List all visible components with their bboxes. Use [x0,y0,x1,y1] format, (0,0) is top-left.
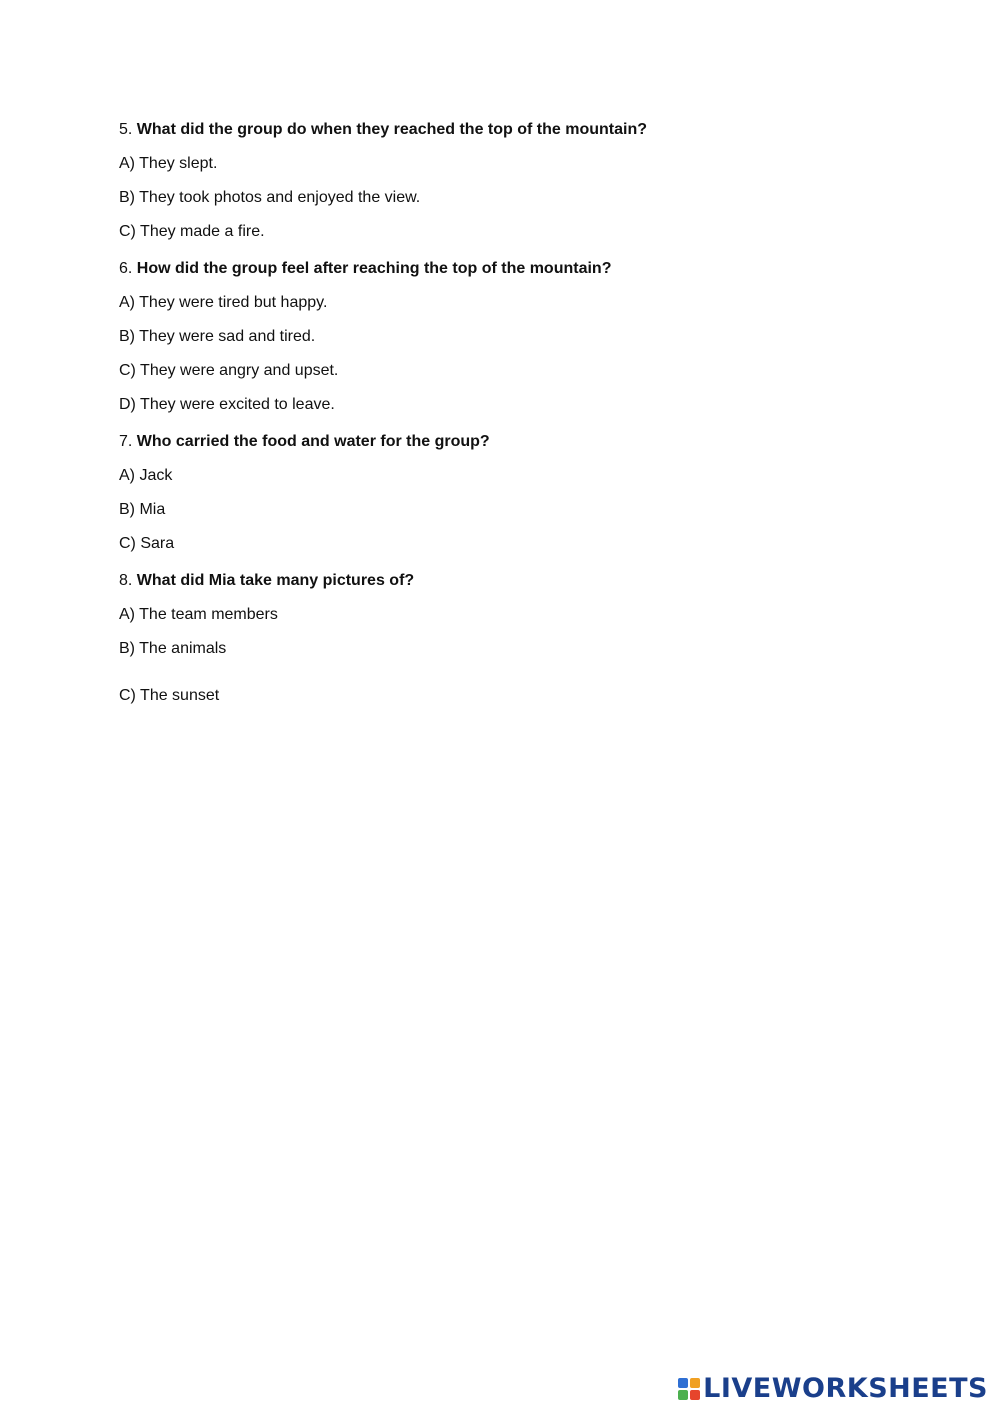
option-b: B) They took photos and enjoyed the view. [119,189,421,206]
question-text: What did Mia take many pictures of? [136,572,415,589]
logo-square-green [678,1390,688,1400]
question-6 [119,257,919,417]
question-number: 8. [119,572,133,589]
option-c: C) The sunset [119,687,220,704]
question-line [119,257,919,281]
question-8 [119,569,919,708]
option-a: A) They were tired but happy. [119,294,328,311]
logo-text: LIVEWORKSHEETS [703,1373,988,1404]
question-number: 5. [119,121,133,138]
question-number: 7. [119,433,133,450]
option-c: C) Sara [119,535,175,552]
question-5 [119,118,919,244]
option-a: A) Jack [119,467,173,484]
question-text: Who carried the food and water for the group? [136,433,490,450]
option-c: C) They made a fire. [119,223,265,240]
option-d: D) They were excited to leave. [119,396,335,413]
question-7 [119,430,919,556]
logo-square-orange [690,1378,700,1388]
option-a: A) They slept. [119,155,218,172]
question-line [119,569,919,593]
option-b: B) Mia [119,501,166,518]
liveworksheets-logo [678,1374,988,1404]
question-text: How did the group feel after reaching the top of the mountain? [136,260,612,277]
question-line [119,118,919,142]
question-text: What did the group do when they reached the top of the mountain? [136,121,647,138]
liveworksheets-logo-icon [678,1378,700,1400]
worksheet-page [119,118,919,721]
option-a: A) The team members [119,606,278,623]
option-b: B) The animals [119,640,227,657]
logo-square-blue [678,1378,688,1388]
option-b: B) They were sad and tired. [119,328,316,345]
logo-square-red [690,1390,700,1400]
question-number: 6. [119,260,133,277]
option-c: C) They were angry and upset. [119,362,339,379]
question-line [119,430,919,454]
